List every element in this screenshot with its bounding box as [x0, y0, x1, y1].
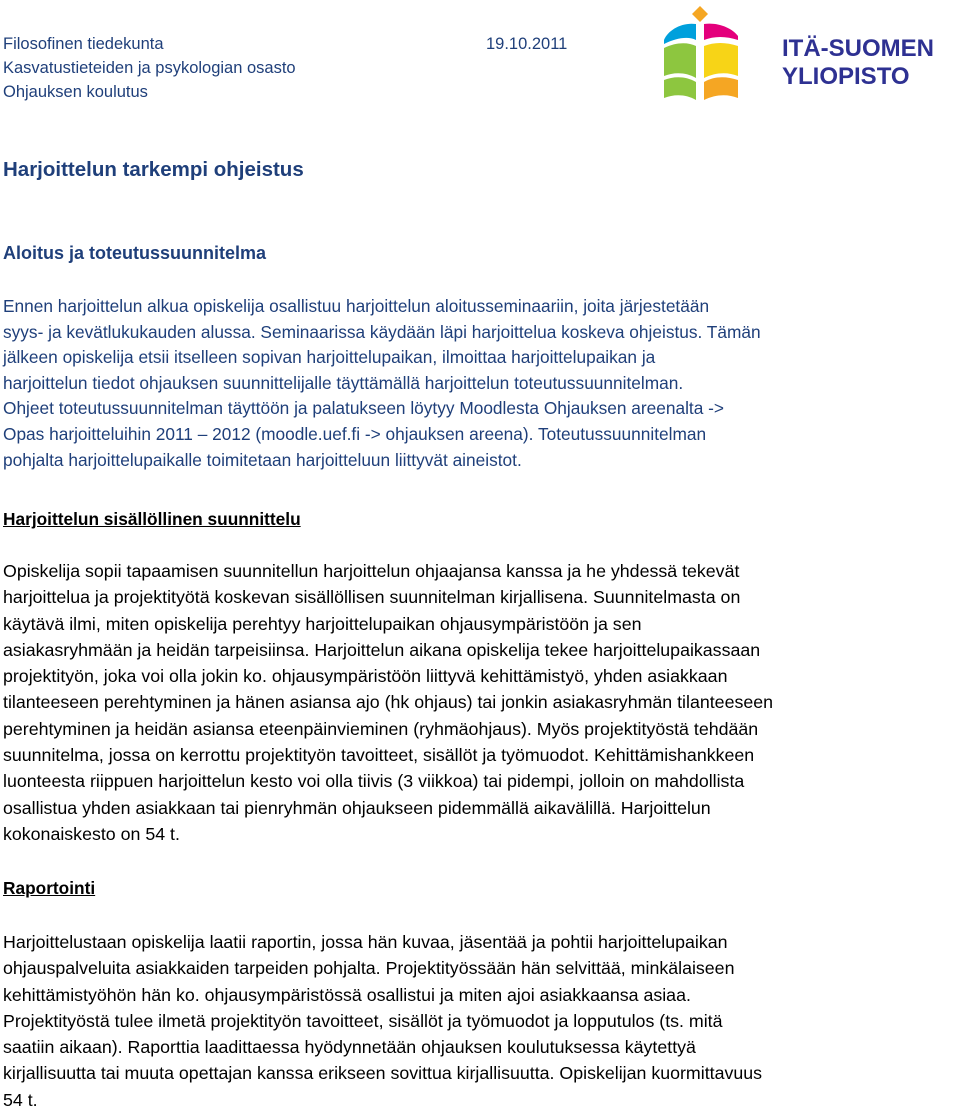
paragraph-line: perehtyminen ja heidän asiansa eteenpäinvieminen (ryhmäohjaus). Myös projektityöstä tehdään [3, 718, 759, 739]
paragraph-line: saatiin aikaan). Raporttia laadittaessa hyödynnetään ohjauksen koulutuksessa käytettyä [3, 1037, 696, 1058]
paragraph-line: kirjallisuutta tai muuta opettajan kanssa erikseen sovittua kirjallisuutta. Opiskelijan kuormittavuus [3, 1063, 763, 1084]
section-heading-raportointi: Raportointi [3, 878, 96, 898]
paragraph-line: pohjalta harjoittelupaikalle toimitetaan harjoitteluun liittyvät aineistot. [3, 449, 522, 470]
department-label: Kasvatustieteiden ja psykologian osasto [3, 59, 296, 77]
paragraph-line: jälkeen opiskelija etsii itselleen sopivan harjoittelupaikan, ilmoittaa harjoittelupaikan ja [3, 347, 656, 368]
document-date: 19.10.2011 [486, 35, 568, 53]
paragraph-line: Harjoittelustaan opiskelija laatii raportin, jossa hän kuvaa, jäsentää ja pohtii harjoittelupaikan [3, 932, 728, 952]
university-logo [662, 4, 952, 108]
paragraph-line: ohjauspalveluita asiakkaiden tarpeiden pohjalta. Projektityössään hän selvittää, minkälaiseen [3, 958, 735, 979]
section-paragraph-aloitus [3, 294, 951, 473]
paragraph-line: osallistua yhden asiakkaan tai pienryhmän ohjaukseen pidemmällä aikavälillä. Harjoittelun [3, 797, 711, 818]
section-heading-suunnittelu: Harjoittelun sisällöllinen suunnittelu [3, 509, 301, 529]
section-paragraph-raportointi [3, 929, 953, 1113]
logo-emblem [664, 6, 738, 100]
paragraph-line: Ennen harjoittelun alkua opiskelija osallistuu harjoittelun aloitusseminaariin, joita järjestetään [3, 296, 710, 316]
paragraph-line: Ohjeet toteutussuunnitelman täyttöön ja palatukseen löytyy Moodlesta Ohjauksen areenalta -> [3, 398, 724, 419]
document-title: Harjoittelun tarkempi ohjeistus [3, 158, 304, 181]
section-paragraph-suunnittelu [3, 558, 953, 847]
logo-line1: ITÄ-SUOMEN [782, 35, 934, 62]
section-heading-aloitus: Aloitus ja toteutussuunnitelma [3, 243, 267, 263]
paragraph-line: projektityön, joka voi olla jokin ko. ohjausympäristöön liittyvä kehittämistyö, yhden asiakkaan [3, 666, 728, 687]
paragraph-line: Opiskelija sopii tapaamisen suunnitellun harjoittelun ohjaajansa kanssa ja he yhdessä tekevät [3, 561, 740, 581]
paragraph-line: kokonaiskesto on 54 t. [3, 823, 180, 844]
paragraph-line: Projektityöstä tulee ilmetä projektityön tavoitteet, sisällöt ja työmuodot ja lopputulos (ts. mitä [3, 1010, 723, 1031]
paragraph-line: suunnitelma, jossa on kerrottu projektityön tavoitteet, sisällöt ja työmuodot. Kehittämishankkeen [3, 745, 755, 766]
paragraph-line: 54 t. [3, 1089, 38, 1110]
paragraph-line: tilanteeseen perehtyminen ja hänen asiansa ajo (hk ohjaus) tai jonkin asiakasryhmän tilanteeseen [3, 692, 774, 713]
paragraph-line: harjoittelun tiedot ohjauksen suunnittelijalle täyttämällä harjoittelun toteutussuunnitelman. [3, 372, 684, 393]
paragraph-line: Opas harjoitteluihin 2011 – 2012 (moodle.uef.fi -> ohjauksen areena). Toteutussuunnitelman [3, 423, 707, 444]
paragraph-line: harjoittelua ja projektityötä koskevan sisällöllisen suunnitelman kirjallisena. Suunnitelmasta on [3, 587, 741, 608]
paragraph-line: syys- ja kevätlukukauden alussa. Seminaarissa käydään läpi harjoittelua koskeva ohjeistus. Tämän [3, 321, 761, 342]
faculty-label: Filosofinen tiedekunta [3, 35, 164, 53]
program-label: Ohjauksen koulutus [3, 83, 148, 101]
paragraph-line: asiakasryhmään ja heidän tarpeisiinsa. Harjoittelun aikana opiskelija tekee harjoittelupaikassaan [3, 639, 761, 660]
paragraph-line: kehittämistyöhön hän ko. ohjausympäristössä osallistui ja miten ajoi asiakkaansa asiaa. [3, 984, 691, 1005]
paragraph-line: luonteesta riippuen harjoittelun kesto voi olla tiivis (3 viikkoa) tai pidempi, jolloin on mahdollista [3, 771, 745, 792]
logo-line2: YLIOPISTO [782, 63, 910, 90]
paragraph-line: käytävä ilmi, miten opiskelija perehtyy harjoittelupaikan ohjausympäristöön ja sen [3, 613, 642, 634]
